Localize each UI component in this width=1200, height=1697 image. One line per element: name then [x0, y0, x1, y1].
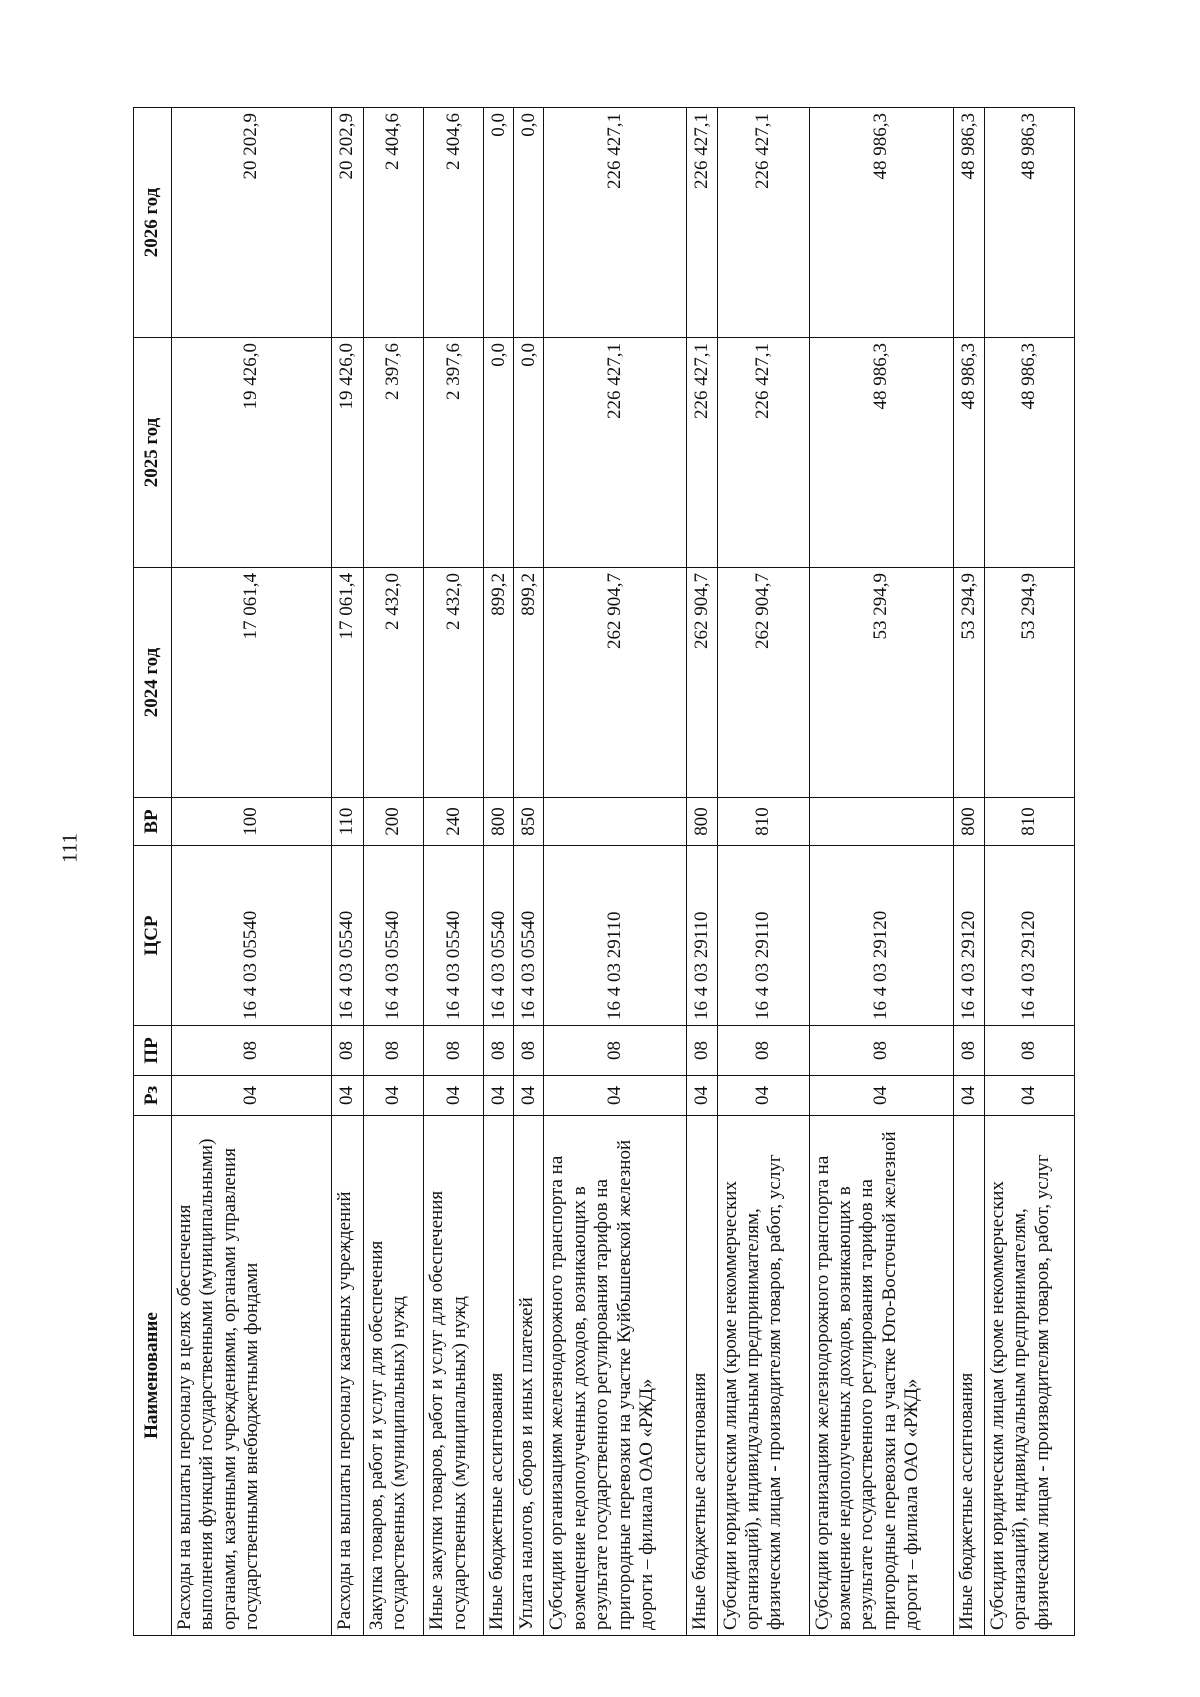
cell-rz: 04: [172, 1076, 332, 1116]
cell-name: Иные закупки товаров, работ и услуг для обеспечения государственных (муниципальных) нужд: [424, 1116, 484, 1636]
cell-csr: 16 4 03 05540: [424, 846, 484, 1026]
cell-y2025: 0,0: [514, 338, 544, 568]
cell-y2026: 226 427,1: [686, 108, 717, 338]
cell-csr: 16 4 03 05540: [514, 846, 544, 1026]
cell-y2025: 48 986,3: [985, 338, 1075, 568]
cell-rz: 04: [332, 1076, 364, 1116]
cell-name: Субсидии юридическим лицам (кроме некоммерческих организаций), индивидуальным предпринимателям, физическим лицам - производителям товаров, работ, услуг: [985, 1116, 1075, 1636]
header-vr: ВР: [134, 798, 172, 846]
cell-y2025: 48 986,3: [809, 338, 954, 568]
cell-y2024: 2 432,0: [363, 568, 423, 798]
cell-name: Расходы на выплаты персоналу в целях обеспечения выполнения функций государственными (муниципальными) органами, казенными учреждениями, органами управления государственными внебюджетными фондами: [172, 1116, 332, 1636]
cell-pr: 08: [544, 1026, 686, 1076]
header-2024: 2024 год: [134, 568, 172, 798]
cell-pr: 08: [514, 1026, 544, 1076]
cell-vr: 850: [514, 798, 544, 846]
header-pr: ПР: [134, 1026, 172, 1076]
header-csr: ЦСР: [134, 846, 172, 1026]
cell-rz: 04: [424, 1076, 484, 1116]
cell-pr: 08: [332, 1026, 364, 1076]
cell-pr: 08: [484, 1026, 514, 1076]
header-2026: 2026 год: [134, 108, 172, 338]
cell-y2026: 2 404,6: [363, 108, 423, 338]
cell-rz: 04: [954, 1076, 985, 1116]
rotated-table-container: [133, 108, 1075, 1636]
table-row: [686, 108, 717, 1636]
table-row: [985, 108, 1075, 1636]
cell-y2024: 262 904,7: [717, 568, 809, 798]
cell-name: Субсидии юридическим лицам (кроме некоммерческих организаций), индивидуальным предпринимателям, физическим лицам - производителям товаров, работ, услуг: [717, 1116, 809, 1636]
cell-pr: 08: [717, 1026, 809, 1076]
cell-pr: 08: [363, 1026, 423, 1076]
cell-rz: 04: [686, 1076, 717, 1116]
cell-rz: 04: [985, 1076, 1075, 1116]
cell-name: Уплата налогов, сборов и иных платежей: [514, 1116, 544, 1636]
cell-name: Субсидии организациям железнодорожного транспорта на возмещение недополученных доходов, возникающих в результате государственного регулирования тарифов на пригородные перевозки на участке Куйбышевской железной дороги – филиала ОАО «РЖД»: [544, 1116, 686, 1636]
cell-csr: 16 4 03 05540: [172, 846, 332, 1026]
cell-vr: 800: [954, 798, 985, 846]
cell-pr: 08: [809, 1026, 954, 1076]
cell-pr: 08: [985, 1026, 1075, 1076]
cell-y2024: 899,2: [484, 568, 514, 798]
cell-y2026: 226 427,1: [544, 108, 686, 338]
cell-vr: 810: [717, 798, 809, 846]
cell-csr: 16 4 03 29110: [717, 846, 809, 1026]
cell-vr: 810: [985, 798, 1075, 846]
cell-rz: 04: [717, 1076, 809, 1116]
cell-y2026: 2 404,6: [424, 108, 484, 338]
cell-y2026: 20 202,9: [172, 108, 332, 338]
cell-csr: 16 4 03 05540: [363, 846, 423, 1026]
cell-y2025: 2 397,6: [363, 338, 423, 568]
cell-y2024: 2 432,0: [424, 568, 484, 798]
cell-y2026: 48 986,3: [809, 108, 954, 338]
cell-pr: 08: [954, 1026, 985, 1076]
cell-vr: 800: [484, 798, 514, 846]
cell-csr: 16 4 03 05540: [484, 846, 514, 1026]
table-row: [424, 108, 484, 1636]
cell-rz: 04: [514, 1076, 544, 1116]
cell-vr: 110: [332, 798, 364, 846]
cell-vr: 200: [363, 798, 423, 846]
cell-y2026: 48 986,3: [954, 108, 985, 338]
cell-vr: 240: [424, 798, 484, 846]
table-row: [544, 108, 686, 1636]
cell-y2024: 53 294,9: [809, 568, 954, 798]
cell-y2025: 19 426,0: [332, 338, 364, 568]
table-row: [514, 108, 544, 1636]
cell-vr: 100: [172, 798, 332, 846]
cell-y2025: 226 427,1: [686, 338, 717, 568]
cell-y2026: 0,0: [484, 108, 514, 338]
header-2025: 2025 год: [134, 338, 172, 568]
cell-name: Расходы на выплаты персоналу казенных учреждений: [332, 1116, 364, 1636]
budget-table: [133, 107, 1075, 1636]
cell-y2024: 53 294,9: [954, 568, 985, 798]
table-row: [172, 108, 332, 1636]
cell-y2024: 17 061,4: [332, 568, 364, 798]
cell-csr: 16 4 03 05540: [332, 846, 364, 1026]
cell-csr: 16 4 03 29110: [686, 846, 717, 1026]
cell-pr: 08: [686, 1026, 717, 1076]
cell-y2025: 48 986,3: [954, 338, 985, 568]
cell-y2025: 0,0: [484, 338, 514, 568]
table-row: [484, 108, 514, 1636]
cell-y2025: 226 427,1: [717, 338, 809, 568]
cell-y2026: 48 986,3: [985, 108, 1075, 338]
cell-name: Иные бюджетные ассигнования: [484, 1116, 514, 1636]
table-row: [954, 108, 985, 1636]
cell-rz: 04: [363, 1076, 423, 1116]
cell-csr: 16 4 03 29120: [985, 846, 1075, 1026]
cell-rz: 04: [484, 1076, 514, 1116]
cell-name: Субсидии организациям железнодорожного транспорта на возмещение недополученных доходов, возникающих в результате государственного регулирования тарифов на пригородные перевозки на участке Юго-Восточной железной дороги – филиала ОАО «РЖД»: [809, 1116, 954, 1636]
cell-name: Иные бюджетные ассигнования: [686, 1116, 717, 1636]
cell-y2026: 0,0: [514, 108, 544, 338]
cell-y2026: 20 202,9: [332, 108, 364, 338]
cell-csr: 16 4 03 29110: [544, 846, 686, 1026]
table-row: [363, 108, 423, 1636]
header-rz: Рз: [134, 1076, 172, 1116]
cell-y2026: 226 427,1: [717, 108, 809, 338]
cell-name: Закупка товаров, работ и услуг для обеспечения государственных (муниципальных) нужд: [363, 1116, 423, 1636]
cell-csr: 16 4 03 29120: [954, 846, 985, 1026]
cell-y2025: 2 397,6: [424, 338, 484, 568]
cell-vr: [544, 798, 686, 846]
cell-y2024: 262 904,7: [544, 568, 686, 798]
cell-y2024: 899,2: [514, 568, 544, 798]
header-row: [134, 108, 172, 1636]
cell-rz: 04: [544, 1076, 686, 1116]
cell-vr: [809, 798, 954, 846]
cell-vr: 800: [686, 798, 717, 846]
cell-y2025: 19 426,0: [172, 338, 332, 568]
cell-y2024: 262 904,7: [686, 568, 717, 798]
cell-y2025: 226 427,1: [544, 338, 686, 568]
cell-csr: 16 4 03 29120: [809, 846, 954, 1026]
table-row: [717, 108, 809, 1636]
cell-pr: 08: [172, 1026, 332, 1076]
cell-y2024: 17 061,4: [172, 568, 332, 798]
cell-pr: 08: [424, 1026, 484, 1076]
cell-y2024: 53 294,9: [985, 568, 1075, 798]
cell-rz: 04: [809, 1076, 954, 1116]
table-row: [809, 108, 954, 1636]
cell-name: Иные бюджетные ассигнования: [954, 1116, 985, 1636]
page-number: 111: [57, 833, 82, 863]
table-row: [332, 108, 364, 1636]
header-name: Наименование: [134, 1116, 172, 1636]
